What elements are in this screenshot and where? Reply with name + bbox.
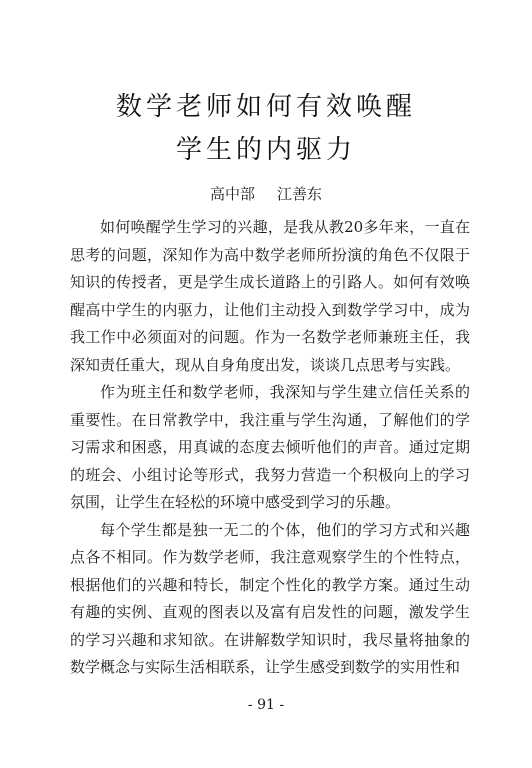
paragraph: 作为班主任和数学老师，我深知与学生建立信任关系的重要性。在日常教学中，我注重与学生沟通，了解他们的学习需求和困惑，用真诚的态度去倾听他们的声音。通过定期的班会、小组讨论等形式，我努力营造一个积极向上的学习氛围，让学生在轻松的环境中感受到学习的乐趣。 [70,383,470,511]
article-title-line-1: 数学老师如何有效唤醒 [115,92,416,122]
department-label: 高中部 [209,185,255,203]
article-title-line-2: 学生的内驱力 [175,135,356,165]
byline [0,187,532,202]
author-name: 江善东 [277,185,323,203]
paragraph: 如何唤醒学生学习的兴趣，是我从教20多年来，一直在思考的问题，深知作为高中数学老师所扮演的角色不仅限于知识的传授者，更是学生成长道路上的引路人。如何有效唤醒高中学生的内驱力，让他们主动投入到数学学习中，成为我工作中必须面对的问题。作为一名数学老师兼班主任，我深知责任重大，现从自身角度出发，谈谈几点思考与实践。 [70,218,470,374]
article-body [70,214,470,682]
page-number: - 91 - [247,697,285,713]
paragraph: 每个学生都是独一无二的个体，他们的学习方式和兴趣点各不相同。作为数学老师，我注意观察学生的个性特点，根据他们的兴趣和特长，制定个性化的教学方案。通过生动有趣的实例、直观的图表以及富有启发性的问题，激发学生的学习兴趣和求知欲。在讲解数学知识时，我尽量将抽象的数学概念与实际生活相联系，让学生感受到数学的实用性和 [70,520,470,676]
